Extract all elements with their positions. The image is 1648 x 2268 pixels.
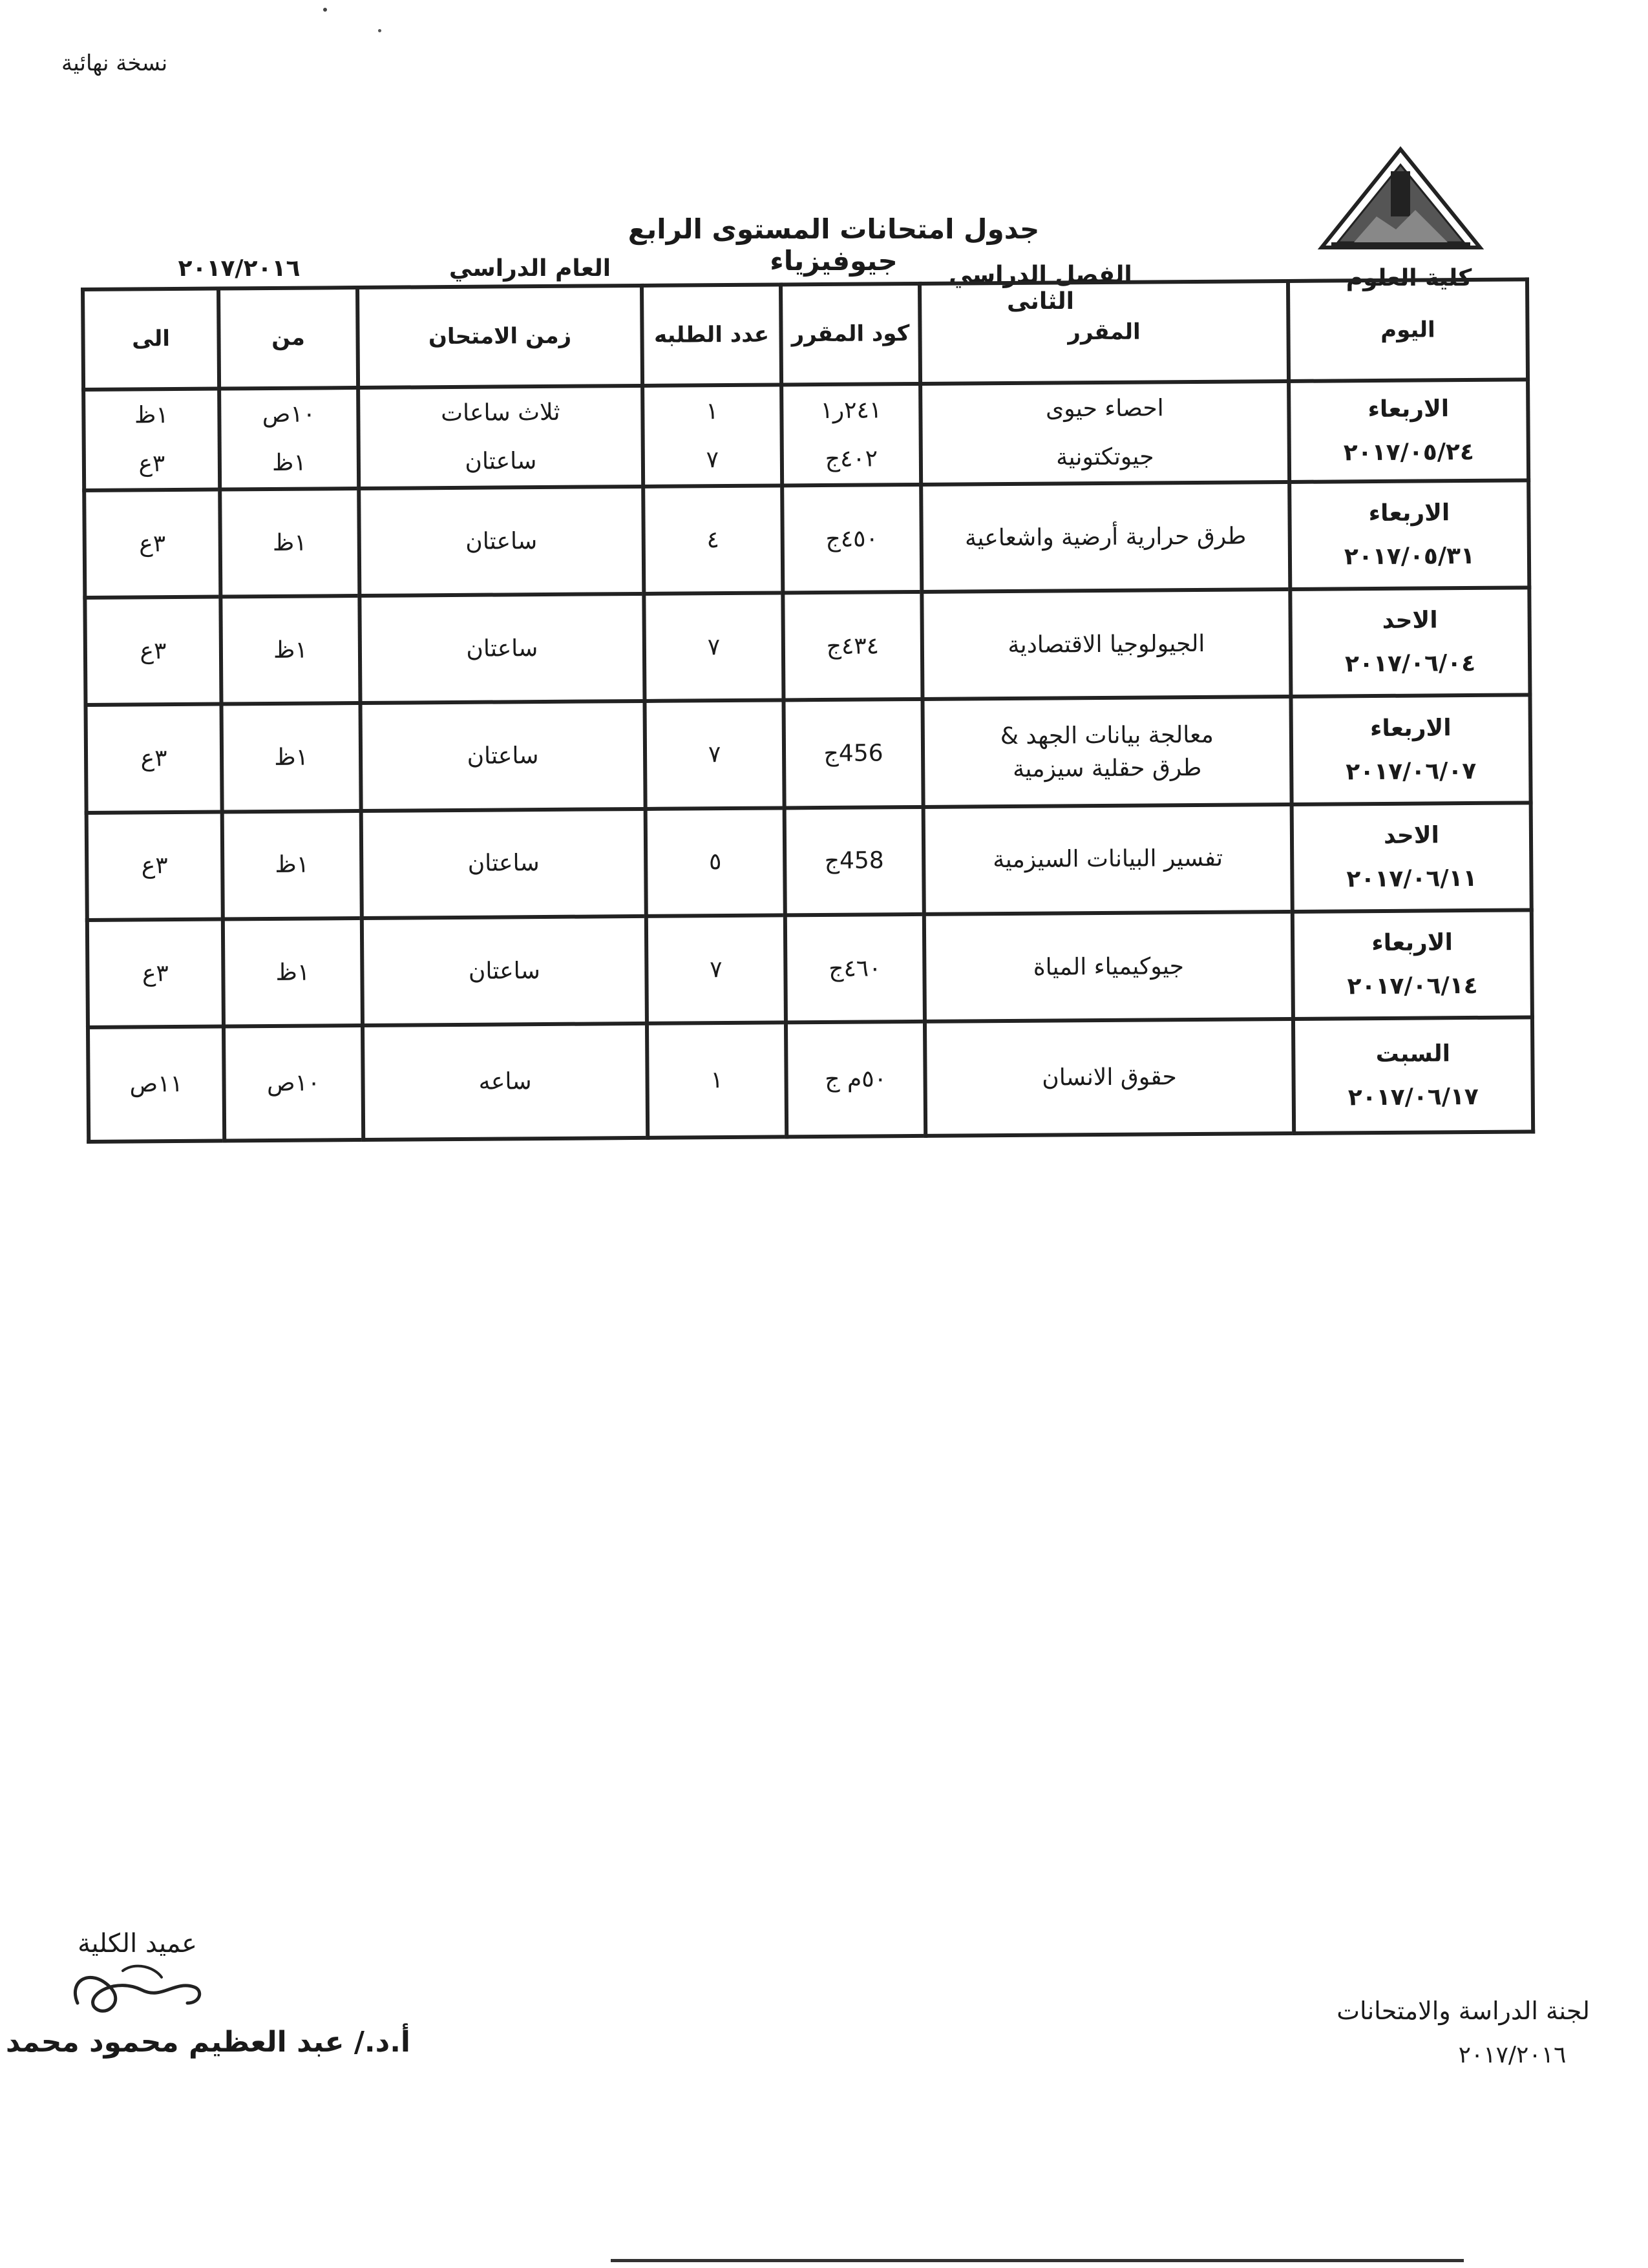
column-header: زمن الامتحان <box>357 286 642 388</box>
column-header: عدد الطلبه <box>642 284 781 385</box>
course-cell <box>922 697 1291 806</box>
exam-date: ٢٠١٧/٠٦/٠٧ <box>1346 757 1477 785</box>
student-count: ٤ <box>643 485 783 594</box>
course-code: ٤٠٢ج <box>825 445 878 472</box>
duration-cell <box>358 386 643 488</box>
exam-date: ٢٠١٧/٠٦/١١ <box>1346 865 1477 893</box>
table-row <box>83 379 1528 490</box>
student-count: ٥ <box>646 808 785 916</box>
day-name: الاحد <box>1382 607 1438 635</box>
day-name: الاربعاء <box>1368 395 1450 423</box>
day-name: الاربعاء <box>1369 714 1452 742</box>
end-time: ٣ع <box>85 597 221 706</box>
exam-duration: ثلاث ساعات <box>441 399 560 427</box>
course-name: احصاء حيوى <box>1045 395 1164 423</box>
day-cell <box>1289 379 1528 481</box>
course-name: طرق حقلية سيزمية <box>1012 754 1202 782</box>
committee-label: لجنة الدراسة والامتحانات <box>1336 1997 1590 2025</box>
day-name: الاربعاء <box>1371 929 1453 957</box>
final-version-note: نسخة نهائية <box>61 50 168 76</box>
day-cell <box>1292 803 1532 912</box>
course-code: ٤٣٤ج <box>783 592 922 700</box>
document-title: جدول امتحانات المستوى الرابع جيوفيزياء <box>628 213 1040 277</box>
course-name: تفسير البيانات السيزمية <box>924 804 1293 914</box>
end-time: ٣ع <box>84 489 220 598</box>
column-header: كود المقرر <box>781 284 920 384</box>
exam-duration: ساعتان <box>465 448 537 475</box>
end-time: ٣ع <box>86 704 222 813</box>
committee-year: ٢٠١٧/٢٠١٦ <box>1458 2042 1567 2068</box>
course-code: 458ج <box>785 807 924 916</box>
start-time: ١ظ <box>220 488 359 597</box>
exam-duration: ساعتان <box>362 916 647 1025</box>
end-time: ١١ص <box>88 1027 224 1142</box>
day-name: الاحد <box>1383 822 1440 849</box>
start-time: ١٠ص <box>262 401 316 428</box>
semester-label: الفصل الدراسي الثانى <box>949 262 1132 315</box>
handwritten-signature <box>65 1942 213 2032</box>
table-row <box>88 1018 1533 1142</box>
course-name: الجيولوجيا الاقتصادية <box>922 589 1291 699</box>
course-code: ٤٥٠ج <box>782 485 922 593</box>
day-name: السبت <box>1375 1040 1451 1067</box>
course-code: ٤٦٠ج <box>785 914 925 1023</box>
to-cell <box>83 389 220 490</box>
student-count: ٧ <box>644 593 783 702</box>
exam-schedule-table <box>81 277 1535 1144</box>
end-time: ٣ع <box>138 450 165 478</box>
university-seal-icon <box>1318 145 1483 252</box>
day-cell <box>1293 910 1532 1019</box>
course-name: معالجة بيانات الجهد & <box>1000 721 1214 750</box>
scan-speck <box>323 8 327 12</box>
column-header: اليوم <box>1288 279 1528 381</box>
course-name: جيوتكتونية <box>1056 443 1154 471</box>
column-header: من <box>218 288 358 388</box>
academic-year-value: ٢٠١٧/٢٠١٦ <box>178 255 301 282</box>
course-cell <box>920 381 1289 485</box>
student-count: ١ <box>706 398 719 425</box>
end-time: ٣ع <box>87 812 223 920</box>
exam-date: ٢٠١٧/٠٦/٠٤ <box>1344 650 1476 678</box>
day-cell <box>1291 695 1530 804</box>
course-code: 456ج <box>783 699 923 808</box>
dean-name: أ.د./ عبد العظيم محمود محمد <box>5 2026 410 2059</box>
start-time: ١ظ <box>220 596 360 704</box>
course-name: جيوكيمياء المياة <box>924 912 1293 1022</box>
page-edge-line <box>611 2259 1464 2262</box>
column-header: المقرر <box>920 281 1289 384</box>
student-count: ٧ <box>644 700 784 809</box>
scan-speck <box>378 29 381 32</box>
code-cell <box>781 384 921 485</box>
from-cell <box>219 388 359 489</box>
day-cell <box>1290 588 1530 697</box>
table-row <box>85 588 1530 706</box>
student-count: ١ <box>647 1023 787 1138</box>
exam-date: ٢٠١٧/٠٥/٣١ <box>1344 542 1475 571</box>
student-count: ٧ <box>706 446 719 474</box>
end-time: ١ظ <box>134 401 169 429</box>
end-time: ٣ع <box>87 919 224 1028</box>
table-row <box>84 480 1529 598</box>
dean-title: عميد الكلية <box>78 1929 197 1958</box>
students-cell <box>642 384 782 486</box>
exam-date: ٢٠١٧/٠٦/١٧ <box>1347 1083 1479 1111</box>
exam-date: ٢٠١٧/٠٦/١٤ <box>1347 972 1478 1000</box>
course-name: حقوق الانسان <box>925 1019 1294 1136</box>
exam-duration: ساعتان <box>359 487 644 596</box>
start-time: ١ظ <box>223 918 363 1027</box>
day-cell <box>1293 1018 1533 1133</box>
table-header-row <box>83 279 1528 390</box>
exam-date: ٢٠١٧/٠٥/٢٤ <box>1343 438 1475 467</box>
day-name: الاربعاء <box>1368 499 1450 527</box>
exam-duration: ساعتان <box>361 701 646 810</box>
start-time: ١ظ <box>222 811 362 919</box>
start-time: ١٠ص <box>224 1025 363 1140</box>
course-code: ٥٠م ج <box>786 1022 925 1137</box>
table-row <box>87 910 1532 1027</box>
course-name: طرق حرارية أرضية واشعاعية <box>921 482 1290 592</box>
table-row <box>86 695 1531 813</box>
student-count: ٧ <box>646 915 786 1024</box>
column-header: الى <box>83 289 219 390</box>
table-row <box>87 803 1532 920</box>
exam-duration: ساعتان <box>359 594 644 703</box>
exam-duration: ساعه <box>363 1024 648 1140</box>
faculty-name: كلية العلوم <box>1346 265 1472 291</box>
course-code: ٢٤١ر١ <box>820 397 882 424</box>
start-time: ١ظ <box>222 703 361 812</box>
start-time: ١ظ <box>271 449 306 476</box>
academic-year-label: العام الدراسي <box>449 255 611 282</box>
day-cell <box>1289 480 1529 589</box>
exam-duration: ساعتان <box>361 809 646 918</box>
